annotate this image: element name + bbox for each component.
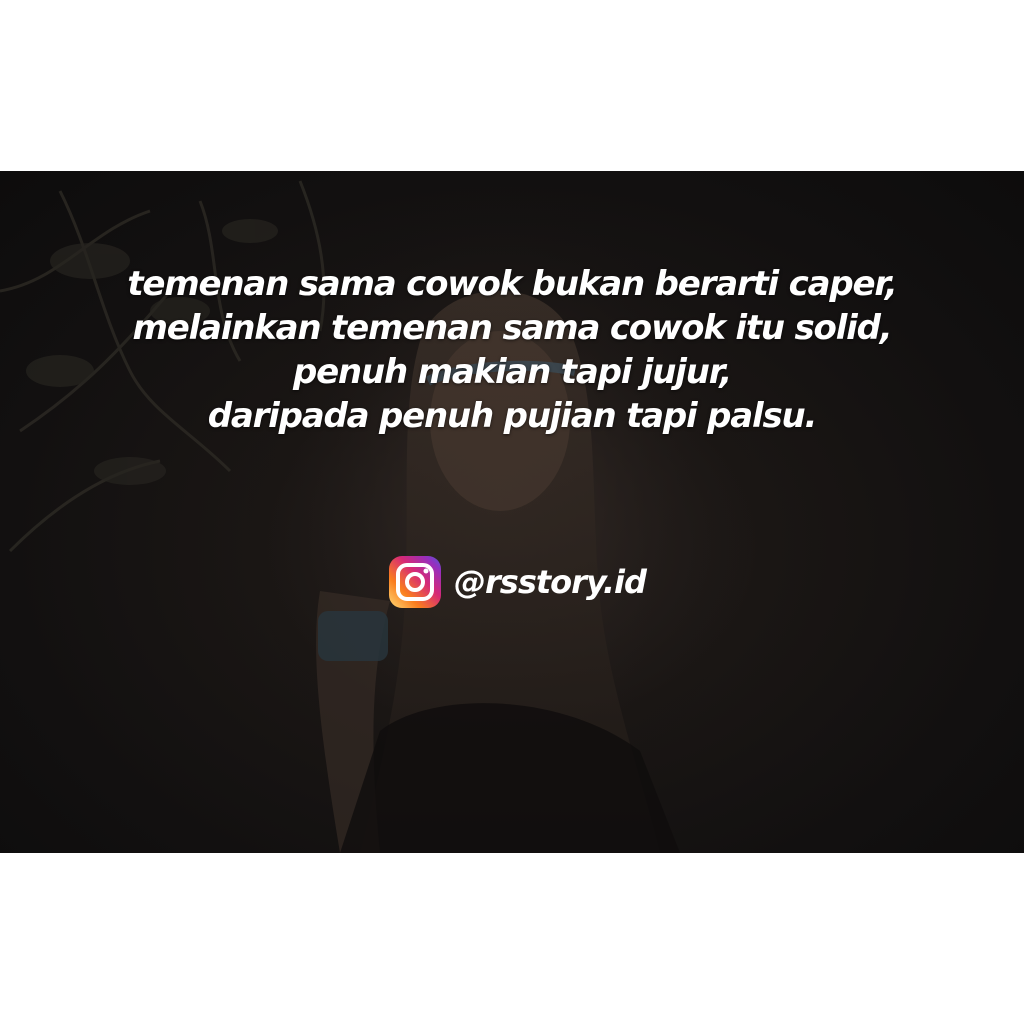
quote-line-2: melainkan temenan sama cowok itu solid,	[132, 308, 892, 348]
handle-text[interactable]: @rsstory.id	[454, 563, 646, 601]
quote-line-4: daripada penuh pujian tapi palsu.	[207, 396, 817, 436]
instagram-icon	[388, 555, 442, 609]
quote-line-1: temenan sama cowok bukan berarti caper,	[127, 264, 897, 304]
instagram-handle[interactable]	[388, 554, 646, 610]
quote-line-3: penuh makian tapi jujur,	[292, 352, 732, 392]
quote-text	[0, 262, 1024, 438]
